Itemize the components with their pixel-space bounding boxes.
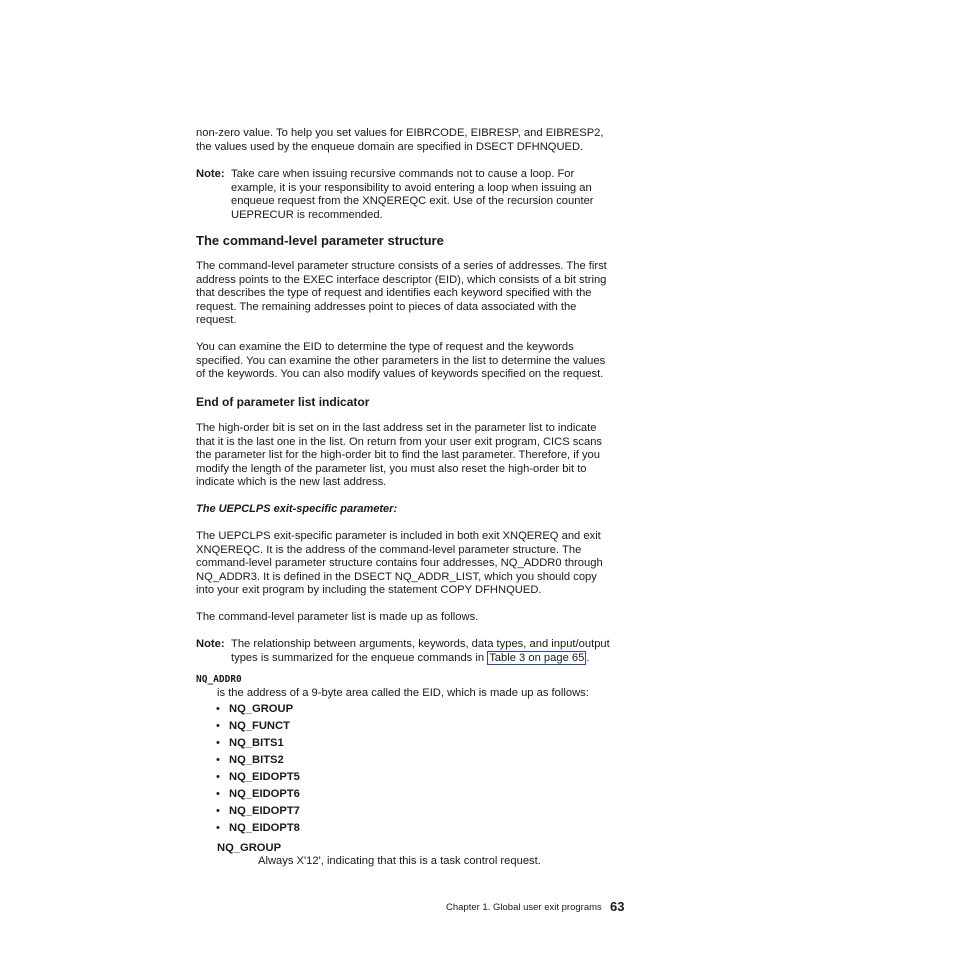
list-item-text: NQ_BITS1 <box>229 737 284 749</box>
text-line: The UEPCLPS exit-specific parameter is included in both exit XNQEREQ and exit <box>196 530 601 542</box>
note-label: Note: <box>196 168 225 180</box>
list-item: • NQ_BITS2 <box>216 754 284 766</box>
list-item-text: NQ_BITS2 <box>229 754 284 766</box>
intro-line-1: non-zero value. To help you set values for EIBRCODE, EIBRESP, and EIBRESP2, <box>196 127 604 139</box>
list-item-text: NQ_EIDOPT8 <box>229 822 300 834</box>
heading-uepclps: The UEPCLPS exit-specific parameter: <box>196 503 398 515</box>
page-number: 63 <box>610 899 625 914</box>
note-line-2: example, it is your responsibility to avoid entering a loop when issuing an <box>231 181 592 194</box>
paragraph-structure-desc <box>196 260 626 328</box>
text-line: that describes the type of request and identifies each keyword specified with the <box>196 287 592 300</box>
term-nq-group: NQ_GROUP <box>217 842 282 854</box>
text-line: You can examine the EID to determine the type of request and the keywords <box>196 341 574 353</box>
list-item: • NQ_EIDOPT7 <box>216 805 300 817</box>
note-line-2-end: . <box>586 651 590 664</box>
note-text <box>231 168 611 222</box>
list-item-text: NQ_GROUP <box>229 703 294 715</box>
list-item: • NQ_BITS1 <box>216 737 284 749</box>
paragraph-high-order-bit <box>196 422 626 490</box>
text-line: NQ_ADDR3. It is defined in the DSECT NQ_ADDR_LIST, which you should copy <box>196 570 597 583</box>
note-label: Note: <box>196 638 225 650</box>
table-3-link[interactable]: Table 3 on page 65 <box>489 651 585 664</box>
intro-line-2: the values used by the enqueue domain are specified in DSECT DFHNQUED. <box>196 140 584 153</box>
term-nq-addr0: NQ_ADDR0 <box>196 674 242 685</box>
text-line: address points to the EXEC interface descriptor (EID), which consists of a bit string <box>196 273 607 286</box>
list-item: • NQ_EIDOPT6 <box>216 788 300 800</box>
nq-addr0-description: is the address of a 9-byte area called the EID, which is made up as follows: <box>217 687 589 699</box>
text-line: of the keywords. You can also modify values of keywords specified on the request. <box>196 368 604 381</box>
list-item-text: NQ_EIDOPT6 <box>229 788 300 800</box>
note-line-2-text: types is summarized for the enqueue commands in <box>231 651 488 664</box>
text-line: specified. You can examine the other parameters in the list to determine the values <box>196 354 606 367</box>
text-line: the parameter list for the high-order bit to find the last parameter. Therefore, if you <box>196 449 600 462</box>
note-line-2 <box>231 652 611 666</box>
text-line: modify the length of the parameter list, you must also reset the high-order bit to <box>196 462 587 475</box>
list-item-text: NQ_EIDOPT5 <box>229 771 300 783</box>
text-line: indicate which is the new last address. <box>196 476 387 489</box>
text-line: that it is the last one in the list. On return from your user exit program, CICS scans <box>196 435 603 448</box>
list-item: • NQ_FUNCT <box>216 720 290 732</box>
note-line-1: Take care when issuing recursive commands not to cause a loop. For <box>231 168 575 180</box>
text-line: request. <box>196 314 237 327</box>
list-item: • NQ_EIDOPT8 <box>216 822 300 834</box>
note-line-4: UEPRECUR is recommended. <box>231 208 383 221</box>
paragraph-list-made-up: The command-level parameter list is made up as follows. <box>196 611 479 623</box>
nq-group-definition: Always X'12', indicating that this is a task control request. <box>258 855 541 867</box>
text-line: command-level parameter structure contains four addresses, NQ_ADDR0 through <box>196 557 603 570</box>
text-line: XNQEREQC. It is the address of the command-level parameter structure. The <box>196 543 582 556</box>
list-item: • NQ_GROUP <box>216 703 294 715</box>
heading-command-level-structure: The command-level parameter structure <box>196 233 444 248</box>
heading-end-of-list: End of parameter list indicator <box>196 395 370 409</box>
footer-chapter: Chapter 1. Global user exit programs <box>446 902 602 913</box>
intro-paragraph <box>196 127 626 154</box>
list-item: • NQ_EIDOPT5 <box>216 771 300 783</box>
text-line: The command-level parameter structure consists of a series of addresses. The first <box>196 260 607 272</box>
text-line: The high-order bit is set on in the last address set in the parameter list to indicate <box>196 422 597 434</box>
paragraph-examine-eid <box>196 341 626 382</box>
note-line-1: The relationship between arguments, keywords, data types, and input/output <box>231 638 610 650</box>
list-item-text: NQ_FUNCT <box>229 720 290 732</box>
note-text <box>231 638 611 665</box>
note-line-3: enqueue request from the XNQEREQC exit. Use of the recursion counter <box>231 195 594 208</box>
list-item-text: NQ_EIDOPT7 <box>229 805 300 817</box>
paragraph-uepclps <box>196 530 626 598</box>
text-line: into your exit program by including the statement COPY DFHNQUED. <box>196 584 542 597</box>
text-line: request. The remaining addresses point to pieces of data associated with the <box>196 300 577 313</box>
